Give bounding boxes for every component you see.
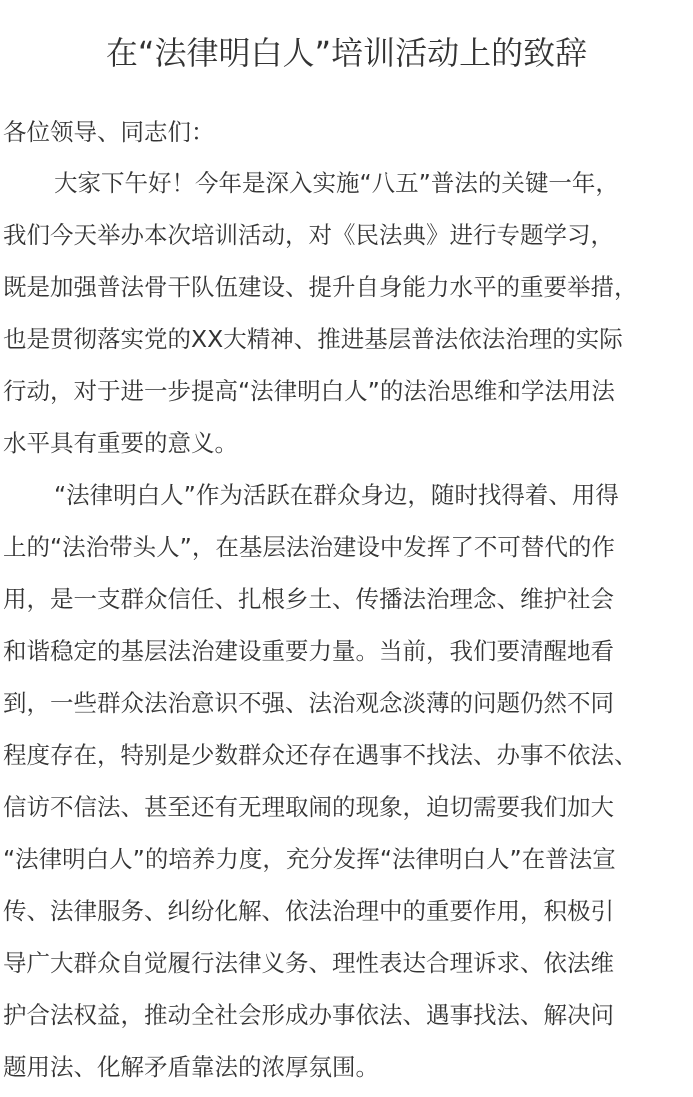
paragraph-line: 程度存在，特别是少数群众还存在遇事不找法、办事不依法、 bbox=[3, 741, 638, 769]
paragraph-line: 和谐稳定的基层法治建设重要力量。当前，我们要清醒地看 bbox=[3, 637, 614, 665]
document-title: 在“法律明白人”培训活动上的致辞 bbox=[105, 34, 588, 72]
paragraph-line: 上的“法治带头人”，在基层法治建设中发挥了不可替代的作 bbox=[3, 533, 615, 561]
paragraph-line: 信访不信法、甚至还有无理取闹的现象，迫切需要我们加大 bbox=[3, 793, 614, 821]
paragraph-2 bbox=[3, 469, 691, 1093]
paragraph-line: 题用法、化解矛盾靠法的浓厚氛围。 bbox=[3, 1053, 379, 1081]
paragraph-line: “法律明白人”的培养力度，充分发挥“法律明白人”在普法宣 bbox=[3, 845, 616, 873]
paragraph-line: 用，是一支群众信任、扎根乡土、传播法治理念、维护社会 bbox=[3, 585, 614, 613]
paragraph-line: “法律明白人”作为活跃在群众身边，随时找得着、用得 bbox=[54, 481, 619, 509]
paragraph-line: 行动，对于进一步提高“法律明白人”的法治思维和学法用法 bbox=[3, 377, 615, 405]
salutation: 各位领导、同志们： bbox=[3, 118, 215, 146]
paragraph-line: 既是加强普法骨干队伍建设、提升自身能力水平的重要举措， bbox=[3, 273, 638, 301]
paragraph-line: 我们今天举办本次培训活动，对《民法典》进行专题学习， bbox=[3, 221, 614, 249]
paragraph-1 bbox=[3, 157, 691, 469]
paragraph-line: 护合法权益，推动全社会形成办事依法、遇事找法、解决问 bbox=[3, 1001, 614, 1029]
paragraph-line: 到，一些群众法治意识不强、法治观念淡薄的问题仍然不同 bbox=[3, 689, 614, 717]
paragraph-line: 也是贯彻落实党的XX大精神、推进基层普法依法治理的实际 bbox=[3, 325, 623, 353]
paragraph-line: 大家下午好！今年是深入实施“八五”普法的关键一年， bbox=[54, 169, 619, 197]
paragraph-line: 水平具有重要的意义。 bbox=[3, 429, 238, 457]
paragraph-line: 传、法律服务、纠纷化解、依法治理中的重要作用，积极引 bbox=[3, 897, 614, 925]
paragraph-line: 导广大群众自觉履行法律义务、理性表达合理诉求、依法维 bbox=[3, 949, 614, 977]
